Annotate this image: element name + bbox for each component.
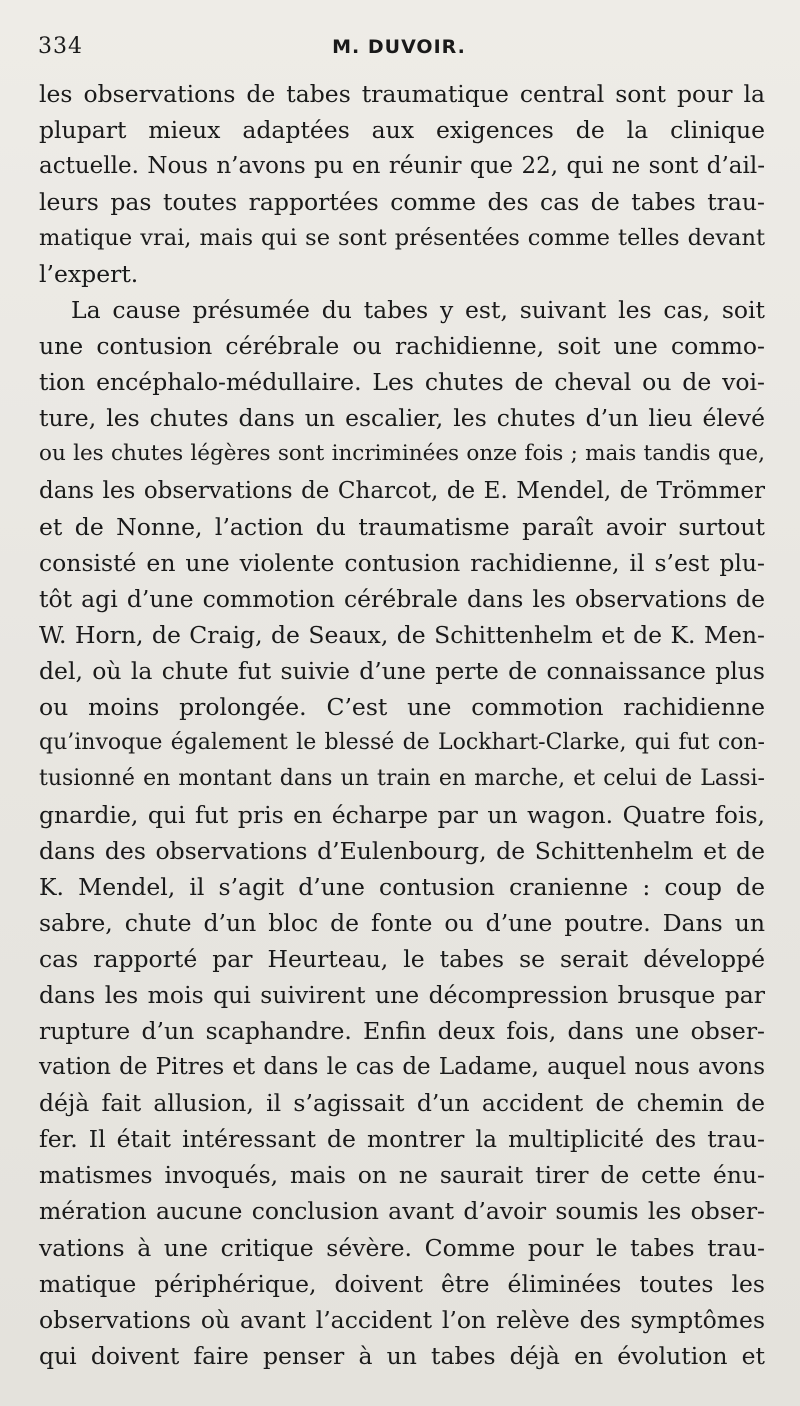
- text-line: les observations de tabes traumatique central sont pour la: [39, 80, 765, 108]
- text-line: del, où la chute fut suivie d’une perte de connaissance plus: [39, 656, 765, 685]
- text-line: plupart mieux adaptées aux exigences de la clinique: [39, 116, 765, 145]
- text-line: actuelle. Nous n’avons pu en réunir que 22, qui ne sont d’ail-: [39, 153, 765, 180]
- text-line: tion encéphalo-médullaire. Les chutes de cheval ou de voi-: [39, 368, 765, 397]
- text-line: observations où avant l’accident l’on relève des symptômes: [39, 1305, 765, 1334]
- text-line: tôt agi d’une commotion cérébrale dans les observations de: [39, 584, 765, 613]
- text-line: dans les mois qui suivirent une décompression brusque par: [39, 981, 765, 1010]
- text-line: ou moins prolongée. C’est une commotion rachidienne: [39, 692, 765, 721]
- text-line: qui doivent faire penser à un tabes déjà en évolution et: [39, 1341, 765, 1370]
- running-head: M. DUVOIR.: [332, 36, 466, 58]
- text-line: fer. Il était intéressant de montrer la multiplicité des trau-: [39, 1125, 765, 1154]
- text-line: et de Nonne, l’action du traumatisme paraît avoir surtout: [39, 512, 765, 541]
- text-line: vations à une critique sévère. Comme pour le tabes trau-: [39, 1233, 765, 1262]
- text-line: cas rapporté par Heurteau, le tabes se serait développé: [39, 945, 765, 974]
- text-line: mération aucune conclusion avant d’avoir soumis les obser-: [39, 1197, 765, 1226]
- text-line: qu’invoque également le blessé de Lockhart-Clarke, qui fut con-: [39, 729, 765, 755]
- text-line: matique vrai, mais qui se sont présentées comme telles devant: [39, 225, 765, 252]
- text-line: tusionné en montant dans un train en marche, et celui de Lassi-: [39, 765, 765, 791]
- text-line: rupture d’un scaphandre. Enfin deux fois, dans une obser-: [39, 1017, 765, 1046]
- text-line: vation de Pitres et dans le cas de Ladame, auquel nous avons: [39, 1054, 765, 1081]
- text-line: dans les observations de Charcot, de E. Mendel, de Trömmer: [39, 477, 765, 504]
- text-line: ture, les chutes dans un escalier, les chutes d’un lieu élevé: [39, 404, 765, 433]
- text-line: ou les chutes légères sont incriminées onze fois ; mais tandis que,: [39, 441, 765, 467]
- text-line: matique périphérique, doivent être éliminées toutes les: [39, 1269, 765, 1298]
- text-line: matismes invoqués, mais on ne saurait tirer de cette énu-: [39, 1161, 765, 1190]
- text-line: K. Mendel, il s’agit d’une contusion cranienne : coup de: [39, 873, 765, 902]
- body-text: [39, 76, 765, 1374]
- text-line: une contusion cérébrale ou rachidienne, soit une commo-: [39, 332, 765, 361]
- text-line: gnardie, qui fut pris en écharpe par un wagon. Quatre fois,: [39, 800, 765, 829]
- text-line: sabre, chute d’un bloc de fonte ou d’une poutre. Dans un: [39, 909, 765, 938]
- text-line: consisté en une violente contusion rachidienne, il s’est plu-: [39, 548, 765, 577]
- text-line: l’expert.: [39, 260, 139, 289]
- page-header: [38, 34, 760, 64]
- page-number: 334: [38, 34, 83, 59]
- text-line: La cause présumée du tabes y est, suivant les cas, soit: [71, 296, 765, 325]
- text-line: W. Horn, de Craig, de Seaux, de Schittenhelm et de K. Men-: [39, 620, 765, 649]
- text-line: déjà fait allusion, il s’agissait d’un accident de chemin de: [39, 1089, 765, 1118]
- text-line: dans des observations d’Eulenbourg, de Schittenhelm et de: [39, 836, 765, 865]
- text-line: leurs pas toutes rapportées comme des cas de tabes trau-: [39, 188, 765, 217]
